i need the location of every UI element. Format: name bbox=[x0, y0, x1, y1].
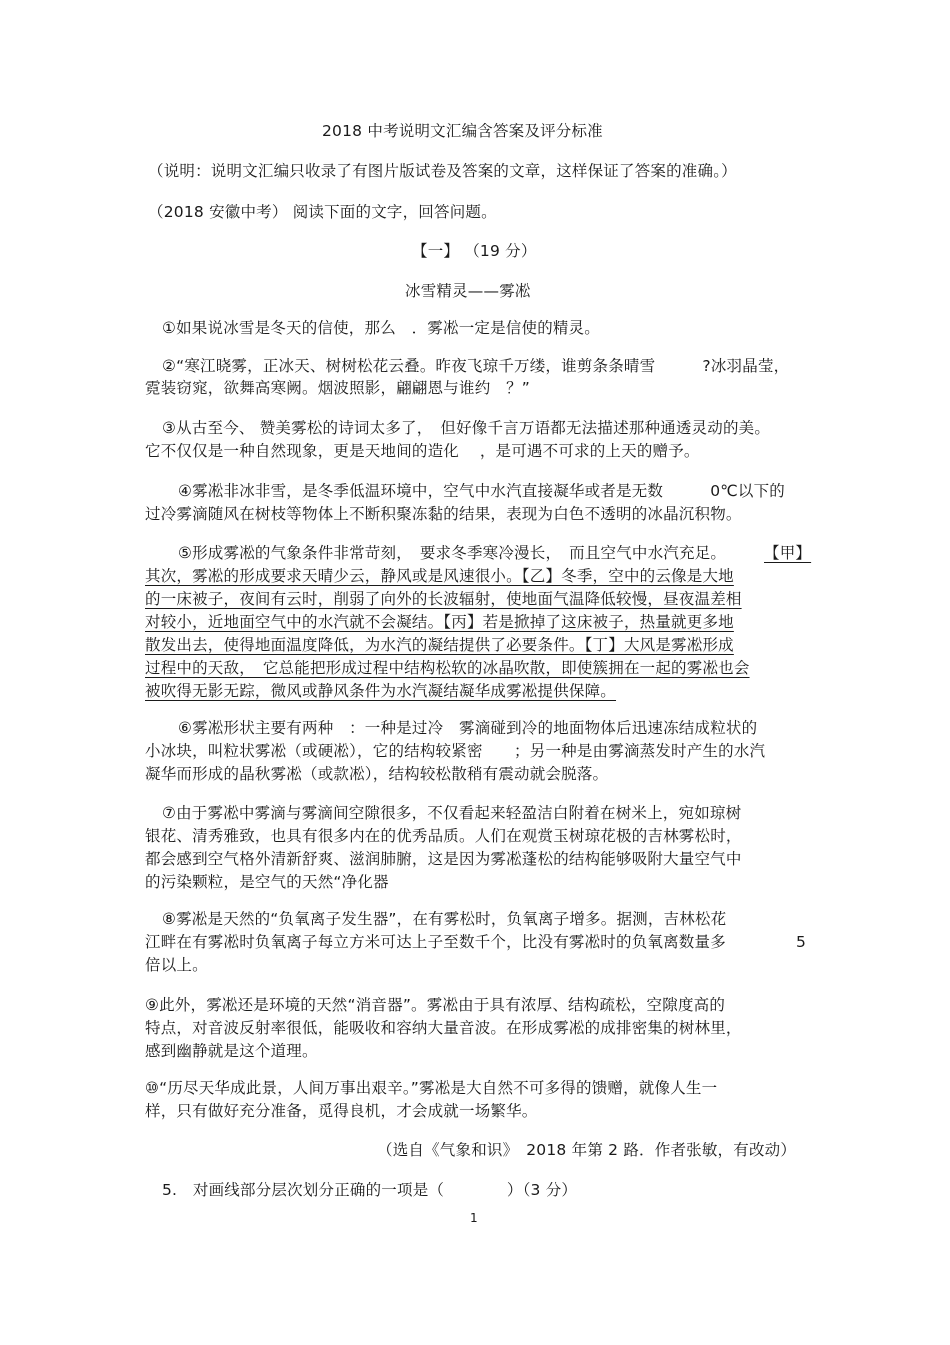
paragraph-10-line: 样，只有做好充分准备，觅得良机，才会成就一场繁华。 bbox=[145, 1102, 538, 1120]
paragraph-2-line: 霓装窃窕，欲舞高寒阙。烟波照影，翩翩恩与谁约 ？” bbox=[145, 379, 531, 397]
underlined-line: 【甲】 bbox=[764, 544, 812, 562]
paragraph-3-line: ③从古至今、 赞美雾松的诗词太多了， 但好像千言万语都无法描述那种通透灵动的美。 bbox=[162, 419, 771, 437]
paragraph-10-line: ⑩“历尽天华成此景，人间万事出艰辛。”雾凇是大自然不可多得的馈赠，就像人生一 bbox=[145, 1079, 718, 1097]
question-5: 5. 对画线部分层次划分正确的一项是（ ）（3 分） bbox=[162, 1181, 578, 1199]
paragraph-8-number: 5 bbox=[796, 933, 807, 951]
underlined-line: 过程中的天敌， 它总能把形成过程中结构松软的冰晶吹散，即使簇拥在一起的雾凇也会 bbox=[145, 659, 750, 677]
paragraph-6-line: 凝华而形成的晶秋雾凇（或款凇），结构较松散稍有震动就会脱落。 bbox=[145, 765, 609, 783]
paragraph-7-line: ⑦由于雾凇中雾滴与雾滴间空隙很多，不仅看起来轻盈洁白附着在树米上，宛如琼树 bbox=[162, 804, 742, 822]
paragraph-1-line: ①如果说冰雪是冬天的信使，那么 ．雾凇一定是信使的精灵。 bbox=[162, 319, 600, 337]
paragraph-4-line: ④雾凇非冰非雪，是冬季低温环境中，空气中水汽直接凝华或者是无数 0℃以下的 bbox=[178, 482, 785, 500]
explanatory-note: （说明：说明文汇编只收录了有图片版试卷及答案的文章，这样保证了答案的准确。） bbox=[148, 162, 737, 180]
article-title: 冰雪精灵——雾凇 bbox=[405, 282, 531, 300]
underlined-line: 的一床被子，夜间有云时，削弱了向外的长波辐射，使地面气温降低较慢，昼夜温差相 bbox=[145, 590, 742, 608]
page-number: 1 bbox=[470, 1211, 478, 1225]
paragraph-2-line: ②“寒江晓雾，正冰天、树树松花云叠。昨夜飞琼千万缕，谁剪条条晴雪 ?冰羽晶莹， bbox=[162, 357, 790, 375]
paragraph-4-line: 过冷雾滴随风在树枝等物体上不断积聚冻黏的结果，表现为白色不透明的冰晶沉积物。 bbox=[145, 505, 742, 523]
paragraph-8-line: ⑧雾凇是天然的“负氧离子发生器”，在有雾松时，负氧离子增多。据测，吉林松花 bbox=[162, 910, 727, 928]
paragraph-9-line: 特点，对音波反射率很低，能吸收和容纳大量音波。在形成雾凇的成排密集的树林里， bbox=[145, 1019, 742, 1037]
underlined-line: 对较小，近地面空气中的水汽就不会凝结。【丙】若是掀掉了这床被子，热量就更多地 bbox=[145, 613, 734, 631]
paragraph-7-line: 的污染颗粒，是空气的天然“净化器 bbox=[145, 873, 389, 891]
underlined-line: 被吹得无影无踪，微风或静风条件为水汽凝结凝华成雾凇提供保障。 bbox=[145, 682, 617, 700]
paragraph-8-line: 倍以上。 bbox=[145, 956, 208, 974]
paragraph-6-line: ⑥雾凇形状主要有两种 ：一种是过冷 雾滴碰到冷的地面物体后迅速冻结成粒状的 bbox=[178, 719, 758, 737]
paragraph-9-line: 感到幽静就是这个道理。 bbox=[145, 1042, 318, 1060]
citation: （选自《气象和识》 2018 年第 2 路．作者张敏，有改动） bbox=[377, 1141, 797, 1159]
paragraph-7-line: 银花、清秀雅致，也具有很多内在的优秀品质。人们在观赏玉树琼花极的吉林雾松时， bbox=[145, 827, 742, 845]
paragraph-9-line: ⑨此外，雾凇还是环境的天然“消音器”。雾凇由于具有浓厚、结构疏松，空隙度高的 bbox=[145, 996, 726, 1014]
underlined-line: 散发出去，使得地面温度降低，为水汽的凝结提供了必要条件。【丁】大风是雾凇形成 bbox=[145, 636, 734, 654]
underlined-line: 其次，雾凇的形成要求天晴少云，静风或是风速很小。【乙】冬季，空中的云像是大地 bbox=[145, 567, 734, 585]
section-heading: 【一】 （19 分） bbox=[412, 242, 537, 260]
exam-source: （2018 安徽中考） 阅读下面的文字，回答问题。 bbox=[148, 203, 497, 221]
paragraph-5-lead: ⑤形成雾凇的气象条件非常苛刻， 要求冬季寒冷漫长， 而且空气中水汽充足。 bbox=[178, 544, 727, 562]
paragraph-3-line: 它不仅仅是一种自然现象，更是天地间的造化 ，是可遇不可求的上天的赠予。 bbox=[145, 442, 700, 460]
paragraph-7-line: 都会感到空气格外清新舒爽、滋润肺腑，这是因为雾凇蓬松的结构能够吸附大量空气中 bbox=[145, 850, 742, 868]
document-title: 2018 中考说明文汇编含答案及评分标准 bbox=[322, 122, 603, 140]
paragraph-6-line: 小冰块，叫粒状雾凇（或硬凇），它的结构较紧密 ；另一种是由雾滴蒸发时产生的水汽 bbox=[145, 742, 766, 760]
paragraph-8-line: 江畔在有雾凇时负氧离子每立方米可达上子至数千个，比没有雾凇时的负氧离数量多 bbox=[145, 933, 726, 951]
